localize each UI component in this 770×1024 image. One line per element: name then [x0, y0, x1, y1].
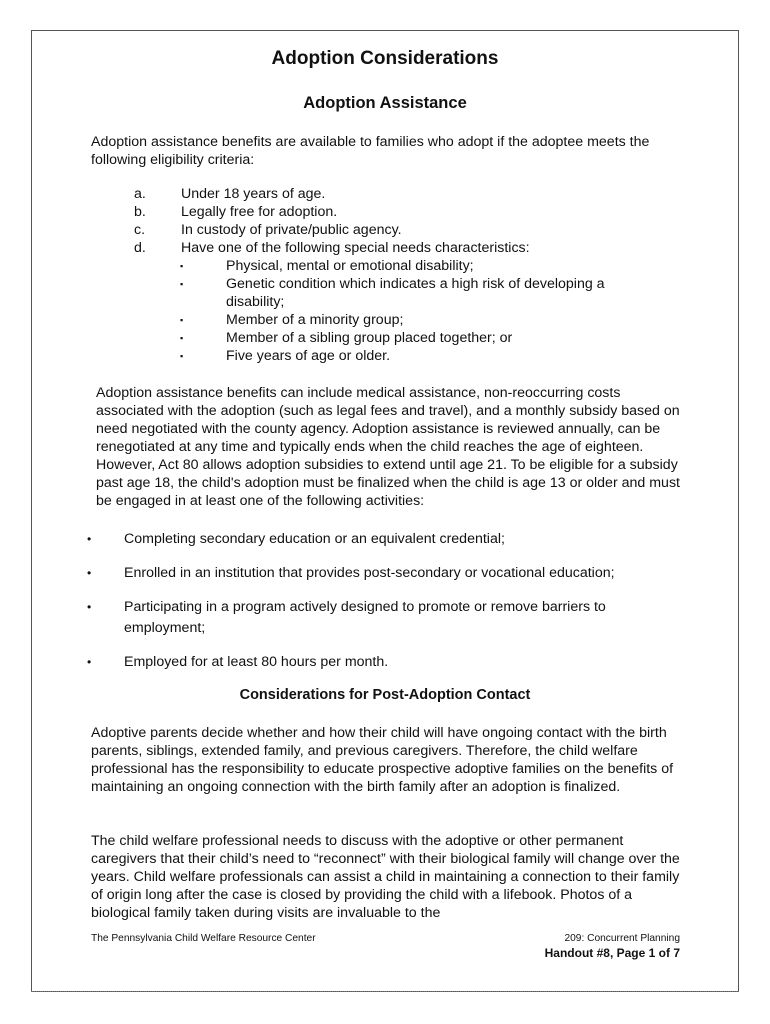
criteria-label: a.	[134, 186, 146, 202]
special-needs-text: Five years of age or older.	[226, 348, 391, 364]
square-bullet-icon: ▪	[180, 279, 184, 289]
square-bullet-icon: ▪	[180, 333, 184, 343]
special-needs-text: Member of a minority group;	[226, 312, 404, 328]
activity-text: Participating in a program actively designed to promote or remove barriers to employment;	[124, 599, 606, 636]
criteria-label: b.	[134, 204, 146, 220]
bullet-icon: •	[87, 655, 92, 669]
section-title: Adoption Assistance	[303, 94, 467, 112]
footer-organization: The Pennsylvania Child Welfare Resource Center	[91, 933, 316, 944]
activity-text: Completing secondary education or an equivalent credential;	[124, 531, 505, 547]
criteria-text: In custody of private/public agency.	[181, 222, 402, 238]
special-needs-list	[180, 257, 660, 365]
criteria-item	[134, 185, 654, 203]
footer-handout: Handout #8, Page 1 of 7	[544, 946, 680, 960]
special-needs-item	[180, 311, 660, 329]
activity-text: Employed for at least 80 hours per month.	[124, 654, 389, 670]
special-needs-text: Genetic condition which indicates a high risk of developing a disability;	[226, 276, 605, 310]
criteria-text: Legally free for adoption.	[181, 204, 338, 220]
criteria-item	[134, 239, 654, 257]
activities-list	[87, 529, 687, 686]
square-bullet-icon: ▪	[180, 351, 184, 361]
criteria-item	[134, 203, 654, 221]
criteria-text: Under 18 years of age.	[181, 186, 326, 202]
contact-paragraph-1: Adoptive parents decide whether and how their child will have ongoing contact with the birth parents, siblings, extended family, and previous caregivers. Therefore, the child welfare professional has the responsibility to educate prospective adoptive families on the benefits of maintaining an ongoing connection with the birth family after an adoption is finalized.	[91, 725, 674, 795]
benefits-paragraph: Adoption assistance benefits can include medical assistance, non-reoccurring costs associated with the adoption (such as legal fees and travel), and a monthly subsidy based on need negotiated with the county agency. Adoption assistance is reviewed annually, can be renegotiated at any time and typically ends when the child reaches the age of eighteen. However, Act 80 allows adoption subsidies to extend until age 21. To be eligible for a subsidy past age 18, the child's adoption must be finalized when the child is age 13 or older and must be engaged in at least one of the following activities:	[96, 385, 680, 509]
activity-item	[87, 563, 687, 584]
special-needs-item	[180, 275, 660, 311]
activity-item	[87, 529, 687, 550]
post-adoption-heading: Considerations for Post-Adoption Contact	[239, 687, 531, 703]
activity-text: Enrolled in an institution that provides post-secondary or vocational education;	[124, 565, 615, 581]
page-bottom-rule	[31, 991, 739, 992]
criteria-label: d.	[134, 240, 146, 256]
bullet-icon: •	[87, 600, 92, 614]
square-bullet-icon: ▪	[180, 261, 184, 271]
bullet-icon: •	[87, 566, 92, 580]
contact-paragraph-2: The child welfare professional needs to discuss with the adoptive or other permanent caregivers that their child’s need to “reconnect” with their biological family will change over the years. Child welfare professionals can assist a child in maintaining a connection to their family of origin long after the case is closed by providing the child with a lifebook. Photos of a biological family taken during visits are invaluable to the	[91, 833, 680, 921]
criteria-label: c.	[134, 222, 146, 238]
footer-course: 209: Concurrent Planning	[564, 933, 680, 944]
page-title: Adoption Considerations	[271, 48, 499, 69]
activity-item	[87, 652, 687, 673]
bullet-icon: •	[87, 532, 92, 546]
intro-paragraph: Adoption assistance benefits are available to families who adopt if the adoptee meets the following eligibility criteria:	[91, 134, 650, 168]
square-bullet-icon: ▪	[180, 315, 184, 325]
special-needs-item	[180, 347, 660, 365]
activity-item	[87, 597, 687, 639]
criteria-text: Have one of the following special needs characteristics:	[181, 240, 530, 256]
special-needs-text: Physical, mental or emotional disability;	[226, 258, 474, 274]
special-needs-item	[180, 257, 660, 275]
criteria-list	[134, 185, 654, 257]
special-needs-item	[180, 329, 660, 347]
criteria-item	[134, 221, 654, 239]
special-needs-text: Member of a sibling group placed together; or	[226, 330, 513, 346]
